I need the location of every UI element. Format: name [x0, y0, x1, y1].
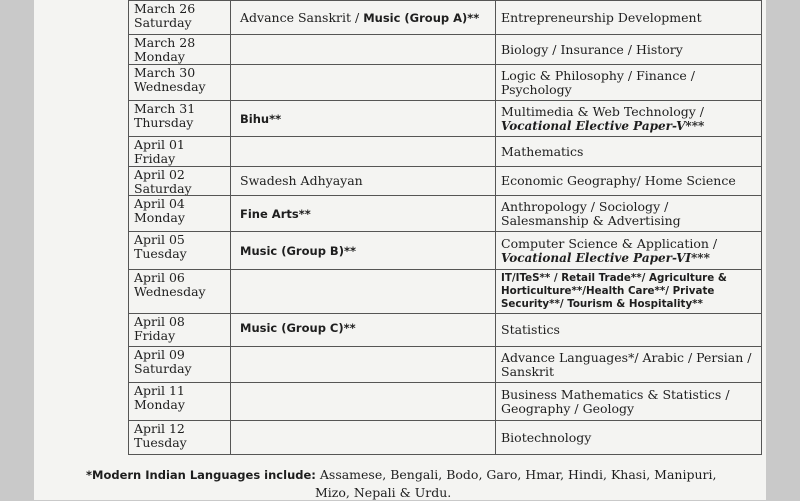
subject-cell-middle — [231, 270, 496, 314]
date-cell: April 12 Tuesday — [129, 421, 231, 455]
subject-cell-right: Statistics — [496, 314, 762, 347]
date-cell — [129, 1, 231, 35]
subject-cell-right: Business Mathematics & Statistics / Geography / Geology — [496, 383, 762, 421]
table-row — [129, 167, 762, 196]
table-row — [129, 232, 762, 270]
date-cell: April 08 Friday — [129, 314, 231, 347]
date-cell: March 28 Monday — [129, 35, 231, 65]
subject-cell-middle: Music (Group C)** — [231, 314, 496, 347]
table-row — [129, 65, 762, 101]
date-cell: April 01 Friday — [129, 137, 231, 167]
table-row — [129, 101, 762, 137]
subject-cell-middle — [231, 35, 496, 65]
footnote — [86, 466, 726, 501]
subject-cell-middle — [231, 347, 496, 383]
day-text: Saturday — [134, 14, 192, 30]
subject-cell-right: Multimedia & Web Technology / Vocational Elective Paper-V*** — [496, 101, 762, 137]
footnote-line1: Assamese, Bengali, Bodo, Garo, Hmar, Hindi, Khasi, Manipuri, — [319, 467, 717, 482]
subject-cell-right: Biotechnology — [496, 421, 762, 455]
date-text: March 26 — [134, 1, 196, 16]
date-cell: April 02 Saturday — [129, 167, 231, 196]
table-row — [129, 196, 762, 232]
table-row — [129, 383, 762, 421]
subject-cell-right: Entrepreneurship Development — [496, 1, 762, 35]
table-row — [129, 347, 762, 383]
date-cell: April 09 Saturday — [129, 347, 231, 383]
footnote-lead: *Modern Indian Languages include: — [86, 468, 316, 482]
table-row — [129, 270, 762, 314]
document-page — [34, 0, 766, 500]
subject-cell-middle — [231, 421, 496, 455]
subject-cell-middle: Swadesh Adhyayan — [231, 167, 496, 196]
table-row — [129, 35, 762, 65]
subject-cell-middle — [231, 383, 496, 421]
date-cell: April 04 Monday — [129, 196, 231, 232]
exam-schedule-table — [128, 0, 762, 455]
subject-cell-right: Biology / Insurance / History — [496, 35, 762, 65]
date-cell: April 11 Monday — [129, 383, 231, 421]
table-row — [129, 137, 762, 167]
subject-cell-right: Computer Science & Application / Vocational Elective Paper-VI*** — [496, 232, 762, 270]
footnote-line2: Mizo, Nepali & Urdu. — [315, 485, 452, 500]
subject-cell-middle: Music (Group B)** — [231, 232, 496, 270]
subject-cell-right: Advance Languages*/ Arabic / Persian / Sanskrit — [496, 347, 762, 383]
table-row — [129, 1, 762, 35]
subject-cell-right: IT/ITeS** / Retail Trade**/ Agriculture & Horticulture**/Health Care**/ Private Security**/ Tourism & Hospitality** — [496, 270, 762, 314]
subject-cell-middle — [231, 65, 496, 101]
date-cell: April 05 Tuesday — [129, 232, 231, 270]
table-row — [129, 421, 762, 455]
subject-cell-right: Logic & Philosophy / Finance / Psychology — [496, 65, 762, 101]
subject-cell-middle: Advance Sanskrit / Music (Group A)** — [231, 1, 496, 35]
subject-cell-middle: Bihu** — [231, 101, 496, 137]
table-row — [129, 314, 762, 347]
subject-cell-middle: Fine Arts** — [231, 196, 496, 232]
subject-cell-right: Anthropology / Sociology / Salesmanship & Advertising — [496, 196, 762, 232]
date-cell: March 30 Wednesday — [129, 65, 231, 101]
subject-cell-right: Mathematics — [496, 137, 762, 167]
subject-cell-right: Economic Geography/ Home Science — [496, 167, 762, 196]
date-cell: April 06 Wednesday — [129, 270, 231, 314]
subject-cell-middle — [231, 137, 496, 167]
date-cell: March 31 Thursday — [129, 101, 231, 137]
